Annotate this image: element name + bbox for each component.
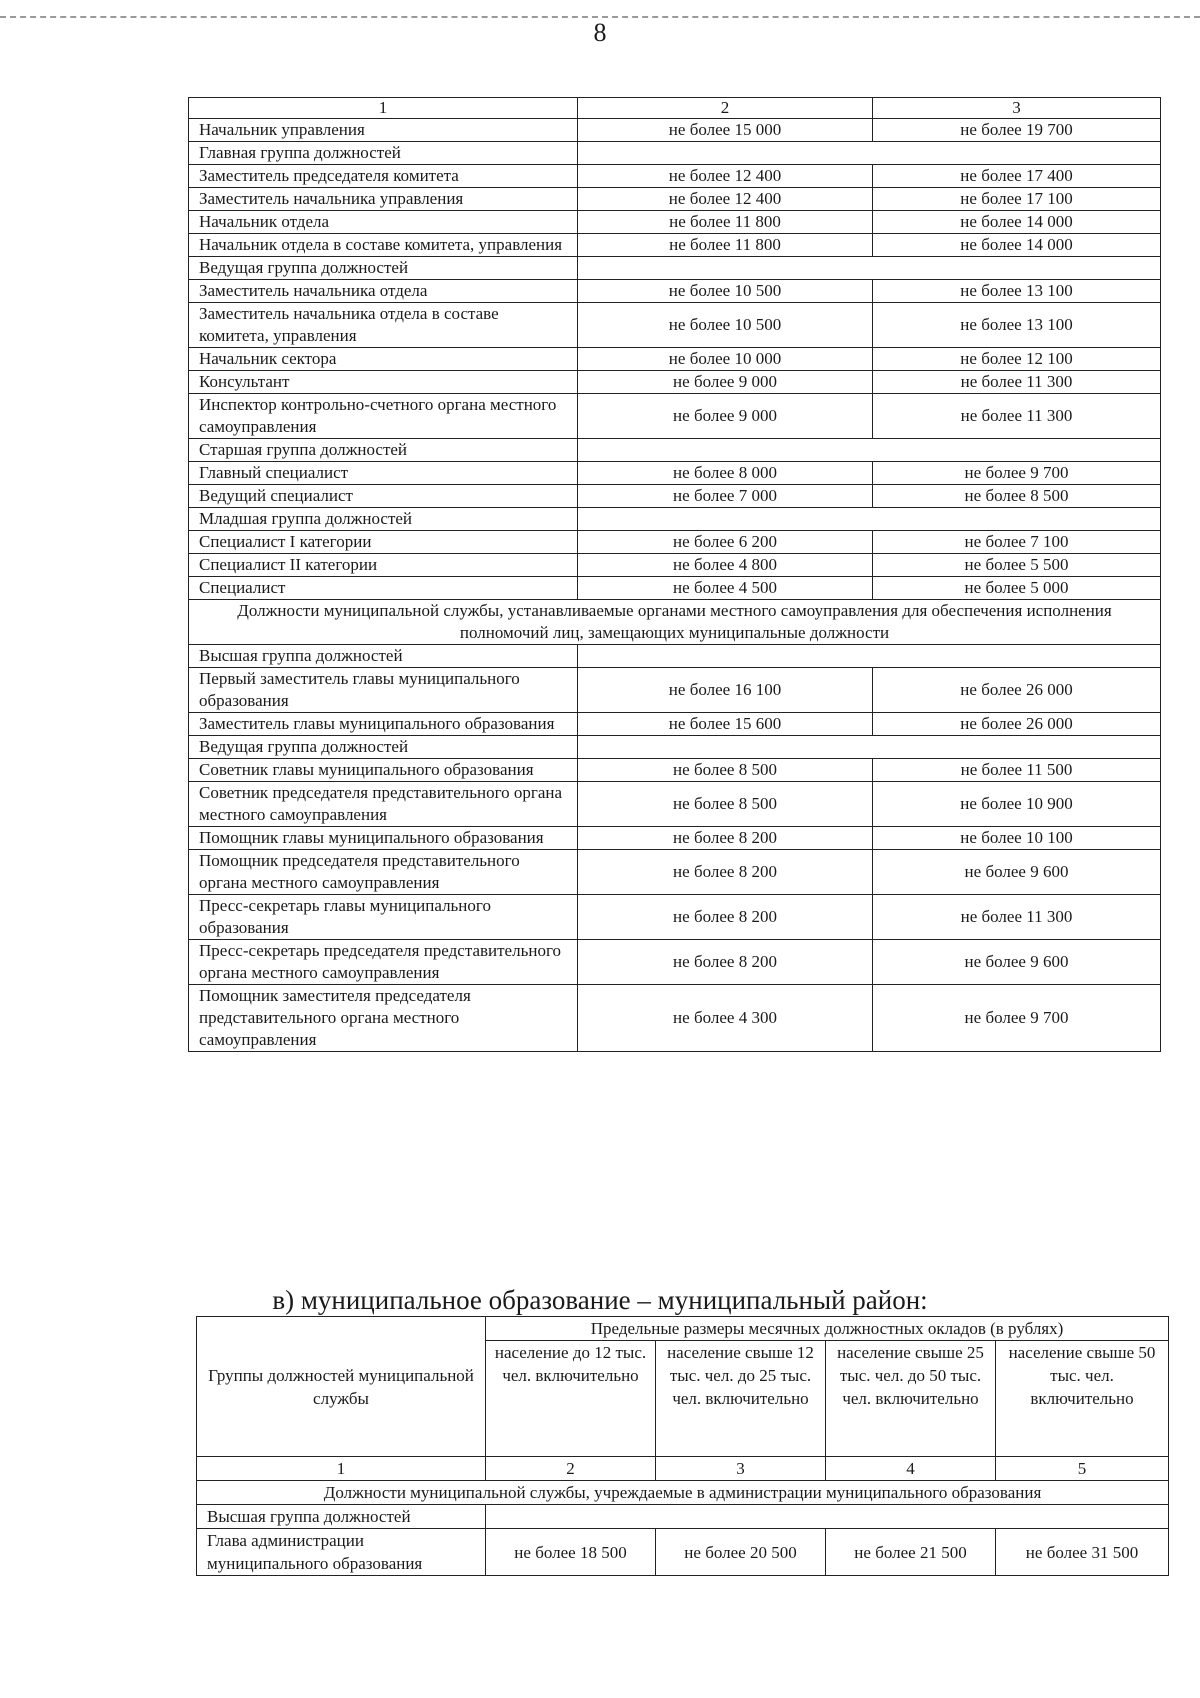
salary-cell-2: не более 13 100 [873, 303, 1161, 348]
table-row [189, 211, 1161, 234]
col-number-5: 5 [996, 1457, 1169, 1481]
population-header-3: население свыше 25 тыс. чел. до 50 тыс. чел. включительно [826, 1341, 996, 1457]
empty-cell [578, 257, 1161, 280]
salary-cell-2: не более 12 100 [873, 348, 1161, 371]
empty-cell [578, 508, 1161, 531]
table-row [189, 485, 1161, 508]
salary-cell-1: не более 18 500 [486, 1529, 656, 1576]
salary-cell-1: не более 8 200 [578, 940, 873, 985]
table-row [189, 165, 1161, 188]
table-row [189, 462, 1161, 485]
position-cell: Начальник отдела [189, 211, 578, 234]
salary-cell-2: не более 17 100 [873, 188, 1161, 211]
salary-cell-2: не более 10 100 [873, 827, 1161, 850]
position-cell: Помощник председателя представительного органа местного самоуправления [189, 850, 578, 895]
salary-cell-1: не более 11 800 [578, 211, 873, 234]
salary-cell-2: не более 19 700 [873, 119, 1161, 142]
group-row [189, 645, 1161, 668]
table-row [189, 348, 1161, 371]
position-cell: Первый заместитель главы муниципального образования [189, 668, 578, 713]
page-number: 8 [593, 18, 607, 47]
position-cell: Специалист II категории [189, 554, 578, 577]
table-row [189, 234, 1161, 257]
col-number-4: 4 [826, 1457, 996, 1481]
position-cell: Помощник главы муниципального образования [189, 827, 578, 850]
section-span-row [189, 600, 1161, 645]
table-row [189, 394, 1161, 439]
table-row [189, 577, 1161, 600]
table-header-row [197, 1317, 1169, 1341]
limits-header-cell: Предельные размеры месячных должностных окладов (в рублях) [486, 1317, 1169, 1341]
col-number-2: 2 [578, 98, 873, 119]
group-row [189, 736, 1161, 759]
salary-cell-2: не более 8 500 [873, 485, 1161, 508]
salary-cell-1: не более 8 000 [578, 462, 873, 485]
position-cell: Начальник сектора [189, 348, 578, 371]
salary-table-continued [188, 97, 1161, 1052]
position-cell: Заместитель главы муниципального образования [189, 713, 578, 736]
table-row [189, 554, 1161, 577]
table-row [189, 827, 1161, 850]
salary-cell-1: не более 12 400 [578, 165, 873, 188]
table-row [189, 985, 1161, 1052]
table-row [189, 371, 1161, 394]
salary-cell-1: не более 8 200 [578, 895, 873, 940]
salary-cell-2: не более 20 500 [656, 1529, 826, 1576]
salary-cell-1: не более 16 100 [578, 668, 873, 713]
table-row [189, 713, 1161, 736]
salary-cell-1: не более 6 200 [578, 531, 873, 554]
salary-cell-1: не более 10 500 [578, 303, 873, 348]
group-title: Главная группа должностей [189, 142, 578, 165]
section-span-row [197, 1481, 1169, 1505]
group-title: Ведущая группа должностей [189, 736, 578, 759]
col-number-1: 1 [189, 98, 578, 119]
position-cell: Советник председателя представительного органа местного самоуправления [189, 782, 578, 827]
salary-cell-1: не более 4 300 [578, 985, 873, 1052]
position-cell: Заместитель начальника отдела в составе комитета, управления [189, 303, 578, 348]
salary-cell-2: не более 9 700 [873, 985, 1161, 1052]
salary-cell-2: не более 11 300 [873, 371, 1161, 394]
salary-cell-2: не более 17 400 [873, 165, 1161, 188]
position-cell: Начальник отдела в составе комитета, управления [189, 234, 578, 257]
salary-cell-2: не более 9 600 [873, 850, 1161, 895]
group-title: Высшая группа должностей [197, 1505, 486, 1529]
table-row [189, 782, 1161, 827]
table-row [189, 940, 1161, 985]
salary-cell-3: не более 21 500 [826, 1529, 996, 1576]
salary-cell-1: не более 10 000 [578, 348, 873, 371]
salary-cell-1: не более 9 000 [578, 371, 873, 394]
salary-cell-2: не более 14 000 [873, 234, 1161, 257]
empty-cell [578, 736, 1161, 759]
salary-cell-1: не более 9 000 [578, 394, 873, 439]
salary-cell-2: не более 11 500 [873, 759, 1161, 782]
salary-cell-2: не более 26 000 [873, 668, 1161, 713]
position-cell: Начальник управления [189, 119, 578, 142]
position-cell: Специалист [189, 577, 578, 600]
salary-cell-4: не более 31 500 [996, 1529, 1169, 1576]
table-row [189, 303, 1161, 348]
col-number-1: 1 [197, 1457, 486, 1481]
salary-cell-2: не более 26 000 [873, 713, 1161, 736]
salary-cell-1: не более 8 500 [578, 759, 873, 782]
table-row [189, 759, 1161, 782]
salary-cell-1: не более 8 200 [578, 827, 873, 850]
position-cell: Советник главы муниципального образования [189, 759, 578, 782]
position-cell: Помощник заместителя председателя представительного органа местного самоуправления [189, 985, 578, 1052]
salary-cell-1: не более 15 600 [578, 713, 873, 736]
position-cell: Инспектор контрольно-счетного органа местного самоуправления [189, 394, 578, 439]
group-row [197, 1505, 1169, 1529]
position-cell: Пресс-секретарь главы муниципального образования [189, 895, 578, 940]
group-row [189, 439, 1161, 462]
salary-cell-2: не более 9 600 [873, 940, 1161, 985]
salary-cell-1: не более 7 000 [578, 485, 873, 508]
column-numbers-row [197, 1457, 1169, 1481]
salary-cell-1: не более 10 500 [578, 280, 873, 303]
position-cell: Заместитель начальника управления [189, 188, 578, 211]
salary-cell-1: не более 4 800 [578, 554, 873, 577]
group-title: Ведущая группа должностей [189, 257, 578, 280]
section-span-cell: Должности муниципальной службы, учреждаемые в администрации муниципального образования [197, 1481, 1169, 1505]
salary-cell-2: не более 5 000 [873, 577, 1161, 600]
table-row [189, 668, 1161, 713]
group-row [189, 508, 1161, 531]
group-title: Высшая группа должностей [189, 645, 578, 668]
col-number-3: 3 [873, 98, 1161, 119]
salary-cell-2: не более 11 300 [873, 895, 1161, 940]
position-cell: Консультант [189, 371, 578, 394]
population-header-4: население свыше 50 тыс. чел. включительно [996, 1341, 1169, 1457]
salary-cell-1: не более 8 200 [578, 850, 873, 895]
salary-cell-2: не более 9 700 [873, 462, 1161, 485]
salary-cell-1: не более 11 800 [578, 234, 873, 257]
group-row [189, 257, 1161, 280]
position-cell: Специалист I категории [189, 531, 578, 554]
col-number-2: 2 [486, 1457, 656, 1481]
population-header-1: население до 12 тыс. чел. включительно [486, 1341, 656, 1457]
salary-cell-2: не более 13 100 [873, 280, 1161, 303]
table-row [197, 1529, 1169, 1576]
district-salary-table [196, 1316, 1169, 1576]
position-cell: Пресс-секретарь председателя представительного органа местного самоуправления [189, 940, 578, 985]
salary-cell-2: не более 11 300 [873, 394, 1161, 439]
salary-cell-1: не более 12 400 [578, 188, 873, 211]
table-row [189, 280, 1161, 303]
empty-cell [578, 142, 1161, 165]
group-row [189, 142, 1161, 165]
salary-cell-1: не более 4 500 [578, 577, 873, 600]
position-cell: Ведущий специалист [189, 485, 578, 508]
salary-cell-2: не более 7 100 [873, 531, 1161, 554]
empty-cell [486, 1505, 1169, 1529]
group-header-cell: Группы должностей муниципальной службы [197, 1317, 486, 1457]
position-cell: Заместитель начальника отдела [189, 280, 578, 303]
table-row [189, 850, 1161, 895]
group-title: Младшая группа должностей [189, 508, 578, 531]
table-row [189, 188, 1161, 211]
salary-cell-1: не более 15 000 [578, 119, 873, 142]
empty-cell [578, 645, 1161, 668]
population-header-2: население свыше 12 тыс. чел. до 25 тыс. чел. включительно [656, 1341, 826, 1457]
empty-cell [578, 439, 1161, 462]
group-title: Старшая группа должностей [189, 439, 578, 462]
salary-cell-2: не более 10 900 [873, 782, 1161, 827]
table-row [189, 895, 1161, 940]
position-cell: Главный специалист [189, 462, 578, 485]
salary-cell-2: не более 5 500 [873, 554, 1161, 577]
col-number-3: 3 [656, 1457, 826, 1481]
table-row [189, 119, 1161, 142]
position-cell: Заместитель председателя комитета [189, 165, 578, 188]
section-span-cell: Должности муниципальной службы, устанавливаемые органами местного самоуправления для обеспечения исполнения полномочий лиц, замещающих муниципальные должности [189, 600, 1161, 645]
salary-cell-1: не более 8 500 [578, 782, 873, 827]
salary-cell-2: не более 14 000 [873, 211, 1161, 234]
table-header-row [189, 98, 1161, 119]
section-v-title: в) муниципальное образование – муниципальный район: [272, 1285, 928, 1315]
table-row [189, 531, 1161, 554]
position-cell: Глава администрации муниципального образования [197, 1529, 486, 1576]
